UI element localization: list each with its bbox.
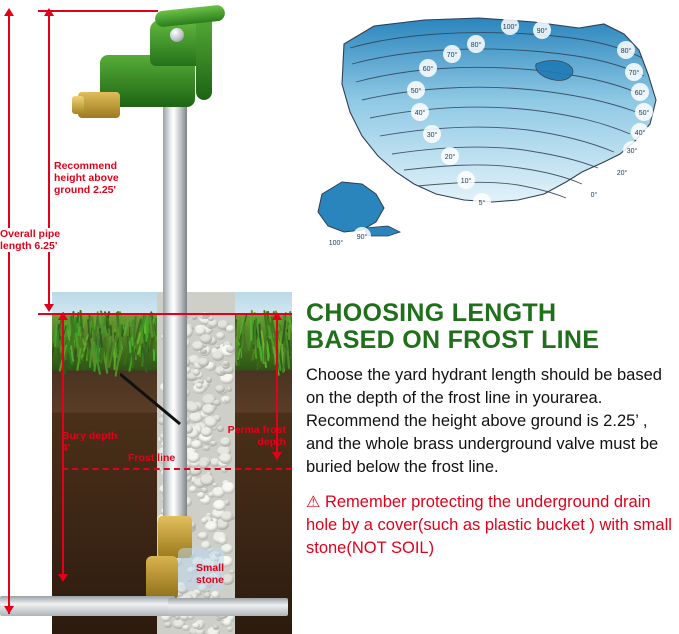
dim-permafrost-arrow-bottom <box>272 452 282 460</box>
pipe-callout-line <box>120 372 200 432</box>
brass-spout-tip <box>72 96 84 114</box>
warning-triangle-icon: ⚠ <box>306 494 321 511</box>
page-title <box>306 300 674 354</box>
grass-blade <box>288 325 290 340</box>
svg-text:80°: 80° <box>470 42 482 49</box>
label-small-stone: Small stone <box>196 562 225 586</box>
frost-depth-map <box>304 4 674 272</box>
gravel-stone <box>216 332 225 340</box>
svg-text:100°: 100° <box>502 24 518 31</box>
label-permafrost-depth: Perma frost depth <box>227 424 286 448</box>
contour-label <box>501 17 519 35</box>
svg-text:50°: 50° <box>638 110 650 117</box>
svg-text:40°: 40° <box>414 110 426 117</box>
grass-blade <box>132 346 134 368</box>
contour-label <box>631 83 649 101</box>
gravel-stone <box>223 361 229 366</box>
hydrant-neck <box>150 100 190 122</box>
dim-ground-tick <box>38 313 292 315</box>
svg-text:90°: 90° <box>356 234 368 241</box>
supply-pipe-right <box>168 598 288 616</box>
svg-text:70°: 70° <box>446 52 458 59</box>
gravel-stone <box>191 440 202 449</box>
dim-permafrost-arrow-top <box>272 312 282 320</box>
gravel-stone <box>221 511 234 522</box>
info-text-block <box>306 300 674 560</box>
contour-label <box>441 147 459 165</box>
grass-blade <box>129 326 132 337</box>
contour-label <box>631 123 649 141</box>
contour-label <box>533 21 551 39</box>
gravel-stone <box>192 623 199 629</box>
label-frost-line: Frost line <box>128 452 176 464</box>
gravel-stone <box>227 387 232 391</box>
label-recommend-height: Recommend height above ground 2.25' <box>54 160 140 196</box>
contour-label <box>467 35 485 53</box>
dim-bury-arrow-top <box>58 312 68 320</box>
contour-label <box>411 103 429 121</box>
grass-blade <box>263 345 266 362</box>
contour-label <box>625 63 643 81</box>
brass-elbow <box>146 556 178 600</box>
supply-pipe-left <box>0 596 175 616</box>
description-paragraph: Choose the yard hydrant length should be based on the depth of the frost line in yourarea. Recommend the height above ground is 2.25’ , and the whole brass underground valve must be buried below the frost line. <box>306 366 662 476</box>
gravel-stone <box>218 537 227 545</box>
gravel-stone <box>226 325 235 332</box>
contour-label <box>423 125 441 143</box>
riser-pipe <box>163 100 187 530</box>
gravel-stone <box>200 474 214 486</box>
dim-top-tick <box>38 10 158 12</box>
us-map-svg <box>304 4 674 272</box>
gravel-stone <box>182 625 189 631</box>
hydrant-handle-arm <box>196 12 212 100</box>
svg-text:80°: 80° <box>620 48 632 55</box>
alaska-shape <box>318 182 384 232</box>
grass-blade <box>290 334 292 354</box>
contour-label <box>457 171 475 189</box>
svg-text:20°: 20° <box>616 170 628 177</box>
hydrant-head-top <box>150 20 202 66</box>
gravel-stone <box>222 482 235 493</box>
grass-blade <box>257 337 259 348</box>
svg-text:60°: 60° <box>422 66 434 73</box>
grass-blade <box>258 316 261 324</box>
svg-text:5°: 5° <box>478 200 486 207</box>
label-overall-pipe: Overall pipe length 6.25' <box>0 228 61 252</box>
label-bury-depth: Bury depth 4' <box>62 430 118 454</box>
dim-bury-arrow-bottom <box>58 574 68 582</box>
svg-text:0°: 0° <box>590 192 598 199</box>
contour-label <box>407 81 425 99</box>
dim-recommend-line <box>48 14 50 310</box>
contour-label-alaska <box>327 233 345 251</box>
dim-recommend-arrow-bottom <box>44 304 54 312</box>
gravel-stone <box>227 626 234 632</box>
gravel-stone <box>223 619 232 627</box>
contour-label <box>473 193 491 211</box>
contour-label <box>443 45 461 63</box>
contour-label <box>635 103 653 121</box>
gravel-stone <box>197 492 205 499</box>
svg-text:20°: 20° <box>444 154 456 161</box>
warning-note <box>306 491 674 560</box>
svg-text:60°: 60° <box>634 90 646 97</box>
svg-text:100°: 100° <box>328 240 344 247</box>
gravel-stone <box>206 377 213 383</box>
brass-spout <box>78 92 120 118</box>
frost-line-marker <box>62 468 292 470</box>
svg-text:10°: 10° <box>460 178 472 185</box>
gravel-stone <box>192 316 197 320</box>
contour-label <box>419 59 437 77</box>
gravel-stone <box>226 346 234 353</box>
svg-text:50°: 50° <box>410 88 422 95</box>
dim-recommend-arrow-top <box>44 8 54 16</box>
svg-text:30°: 30° <box>426 132 438 139</box>
svg-text:40°: 40° <box>634 130 646 137</box>
gravel-stone <box>164 622 172 629</box>
gravel-stone <box>198 532 207 540</box>
svg-text:30°: 30° <box>626 148 638 155</box>
heading-line-1: CHOOSING LENGTH <box>306 299 557 327</box>
contour-label <box>585 185 603 203</box>
gravel-stone <box>198 358 209 368</box>
gravel-stone <box>208 317 214 322</box>
svg-text:70°: 70° <box>628 70 640 77</box>
gravel-stone <box>202 404 215 415</box>
hydrant-diagram <box>0 0 300 634</box>
gravel-stone <box>215 385 225 393</box>
contour-label <box>617 41 635 59</box>
warning-text: Remember protecting the underground drain hole by a cover(such as plastic bucket ) with small stone(NOT SOIL) <box>306 493 672 557</box>
gravel-stone <box>213 500 226 511</box>
dim-overall-arrow-top <box>4 8 14 16</box>
heading-line-2: BASED ON FROST LINE <box>306 326 600 354</box>
dim-overall-line <box>8 14 10 614</box>
contour-label <box>613 163 631 181</box>
gravel-stone <box>200 334 212 344</box>
hydrant-bolt-icon <box>170 28 184 42</box>
contour-label <box>623 141 641 159</box>
gravel-stone <box>213 400 221 407</box>
dim-overall-arrow-bottom <box>4 606 14 614</box>
svg-text:90°: 90° <box>536 28 548 35</box>
contour-label-alaska <box>353 227 371 245</box>
grass-blade <box>249 315 252 341</box>
gravel-stone <box>205 521 218 532</box>
grass-blade <box>100 324 103 335</box>
